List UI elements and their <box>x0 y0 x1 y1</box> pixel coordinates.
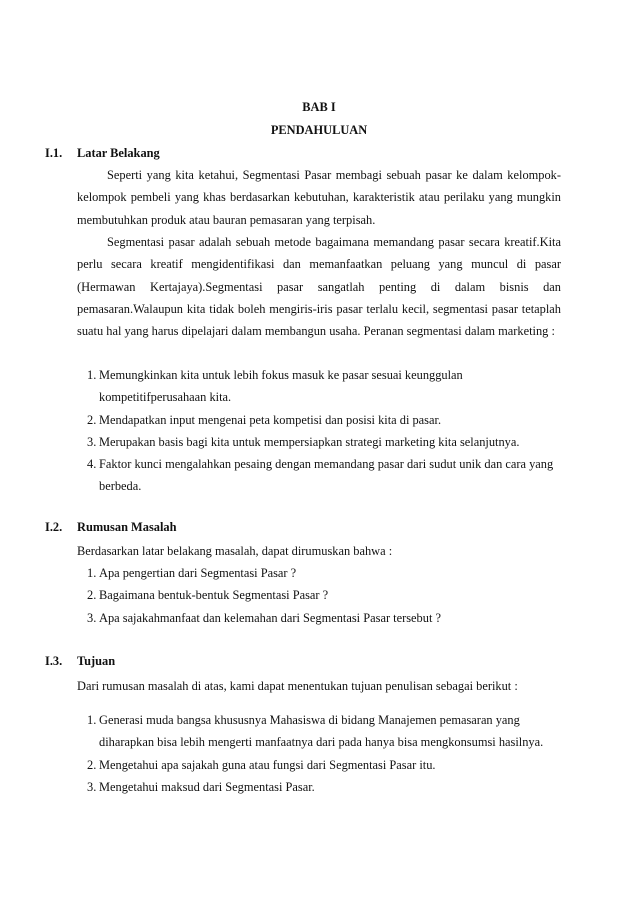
list-item: 3. Apa sajakahmanfaat dan kelemahan dari Segmentasi Pasar tersebut ? <box>87 610 441 625</box>
section-title: Rumusan Masalah <box>77 520 177 534</box>
list-item: 3. Mengetahui maksud dari Segmentasi Pasar. <box>87 779 315 794</box>
list-item: 2. Mengetahui apa sajakah guna atau fungsi dari Segmentasi Pasar itu. <box>87 757 436 772</box>
list-item: 1. Memungkinkan kita untuk lebih fokus masuk ke pasar sesuai keunggulan kompetitifperusahaan kita. <box>87 368 463 405</box>
list-item: 3. Merupakan basis bagi kita untuk mempersiapkan strategi marketing kita selanjutnya. <box>87 434 520 449</box>
list-item: 4. Faktor kunci mengalahkan pesaing dengan memandang pasar dari sudut unik dan cara yang berbeda. <box>87 457 554 494</box>
chapter-label: BAB I <box>302 100 336 114</box>
paragraph: Segmentasi pasar adalah sebuah metode bagaimana memandang pasar secara kreatif.Kita perlu secara kreatif mengidentifikasi dan memanfaatkan peluang yang muncul di pasar (Hermawan Kertajaya).Segmentasi pasar sangatlah penting di dalam bisnis dan pemasaran.Walaupun kita tidak boleh mengiris-iris pasar terlalu kecil, segmentasi pasar tetaplah suatu hal yang harus dipelajari dalam membangun usaha. Peranan segmentasi dalam marketing : <box>77 235 561 339</box>
list-item: 2. Mendapatkan input mengenai peta kompetisi dan posisi kita di pasar. <box>87 412 442 427</box>
role-list <box>77 364 561 498</box>
section-intro: Dari rumusan masalah di atas, kami dapat menentukan tujuan penulisan sebagai berikut : <box>77 679 518 693</box>
chapter-title: PENDAHULUAN <box>270 123 368 137</box>
section-title: Latar Belakang <box>77 146 160 160</box>
section-number: I.1. <box>45 146 63 160</box>
list-item: 1. Apa pengertian dari Segmentasi Pasar ? <box>87 566 297 580</box>
section-title: Tujuan <box>77 654 116 668</box>
section-number: I.2. <box>45 520 63 534</box>
section-number: I.3. <box>45 654 63 668</box>
list-item: 2. Bagaimana bentuk-bentuk Segmentasi Pasar ? <box>87 588 329 603</box>
paragraph: Seperti yang kita ketahui, Segmentasi Pasar membagi sebuah pasar ke dalam kelompok-kelompok pembeli yang khas berdasarkan kebutuhan, karakteristik atau perilaku yang mungkin membutuhkan produk atau bauran pemasaran yang terpisah. <box>77 168 561 227</box>
list-item: 1. Generasi muda bangsa khususnya Mahasiswa di bidang Manajemen pemasaran yang diharapkan bisa lebih mengerti manfaatnya dari pada hanya bisa mengkonsumsi hasilnya. <box>87 713 544 750</box>
purpose-list <box>77 709 561 798</box>
problem-list <box>77 562 561 629</box>
section-intro: Berdasarkan latar belakang masalah, dapat dirumuskan bahwa : <box>77 544 393 558</box>
